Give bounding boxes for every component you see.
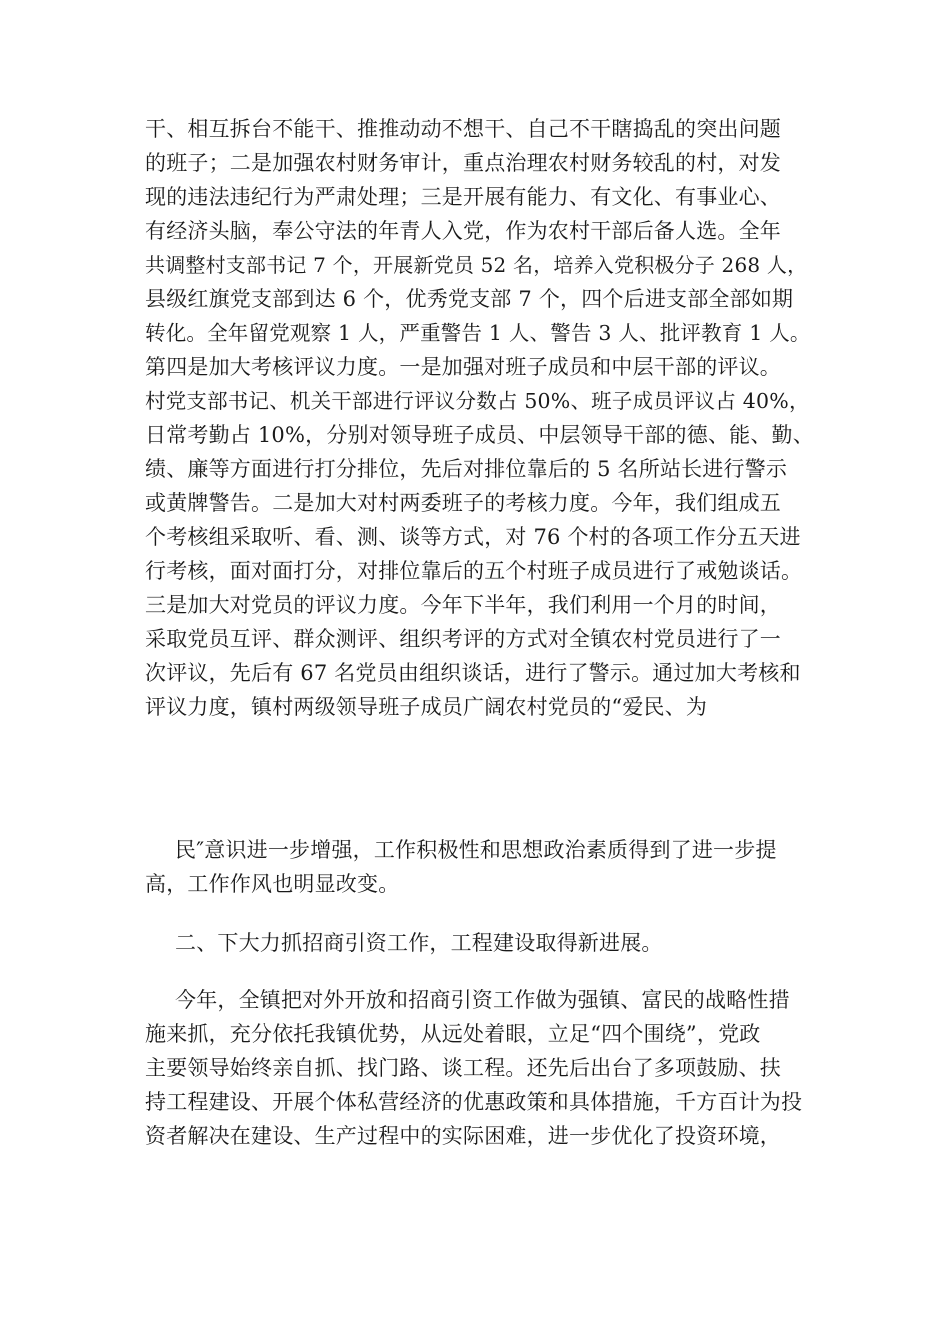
text-line: 采取党员互评、群众测评、组织考评的方式对全镇农村党员进行了一 [145,627,781,651]
text-line: 高，工作作风也明显改变。 [145,872,400,896]
text-line: 绩、廉等方面进行打分排位，先后对排位靠后的 5 名所站长进行警示 [145,457,788,481]
text-line: 主要领导始终亲自抓、找门路、谈工程。还先后出台了多项鼓励、扶 [145,1056,781,1080]
paragraph-awareness [145,833,815,901]
text-line: 次评议，先后有 67 名党员由组织谈话，进行了警示。通过加大考核和 [145,661,801,685]
section-heading-investment [145,926,815,960]
text-line: 行考核，面对面打分，对排位靠后的五个村班子成员进行了戒勉谈话。 [145,559,803,583]
text-line: 三是加大对党员的评议力度。今年下半年，我们利用一个月的时间， [145,593,781,617]
text-line: 干、相互拆台不能干、推推动动不想干、自己不干瞎捣乱的突出问题 [145,117,781,141]
text-line: 今年，全镇把对外开放和招商引资工作做为强镇、富民的战略性措 [175,988,790,1012]
text-line: 或黄牌警告。二是加大对村两委班子的考核力度。今年，我们组成五 [145,491,781,515]
text-line: 现的违法违纪行为严肃处理；三是开展有能力、有文化、有事业心、 [145,185,781,209]
paragraph-investment [145,983,815,1153]
text-line: 第四是加大考核评议力度。一是加强对班子成员和中层干部的评议。 [145,355,781,379]
text-line: 共调整村支部书记 7 个，开展新党员 52 名，培养入党积极分子 268 人， [145,253,808,277]
text-line: 二、下大力抓招商引资工作，工程建设取得新进展。 [175,931,663,955]
text-line: 资者解决在建设、生产过程中的实际困难，进一步优化了投资环境， [145,1124,781,1148]
text-line: 施来抓，充分依托我镇优势，从远处着眼，立足“四个围绕”，党政 [145,1022,761,1046]
text-line: 有经济头脑，奉公守法的年青人入党，作为农村干部后备人选。全年 [145,219,781,243]
text-line: 持工程建设、开展个体私营经济的优惠政策和具体措施，千方百计为投 [145,1090,803,1114]
text-line: 村党支部书记、机关干部进行评议分数占 50%、班子成员评议占 40%， [145,389,810,413]
text-line: 的班子；二是加强农村财务审计，重点治理农村财务较乱的村，对发 [145,151,781,175]
text-line: 个考核组采取听、看、测、谈等方式，对 76 个村的各项工作分五天进 [145,525,801,549]
text-line: 评议力度，镇村两级领导班子成员广阔农村党员的“爱民、为 [145,695,708,719]
text-line: 民″意识进一步增强，工作积极性和思想政治素质得到了进一步提 [175,838,777,862]
text-line: 日常考勤占 10%，分别对领导班子成员、中层领导干部的德、能、勤、 [145,423,814,447]
paragraph-cadre-assessment [145,112,815,724]
text-line: 县级红旗党支部到达 6 个，优秀党支部 7 个，四个后进支部全部如期 [145,287,794,311]
text-line: 转化。全年留党观察 1 人，严重警告 1 人、警告 3 人、批评教育 1 人。 [145,321,811,345]
